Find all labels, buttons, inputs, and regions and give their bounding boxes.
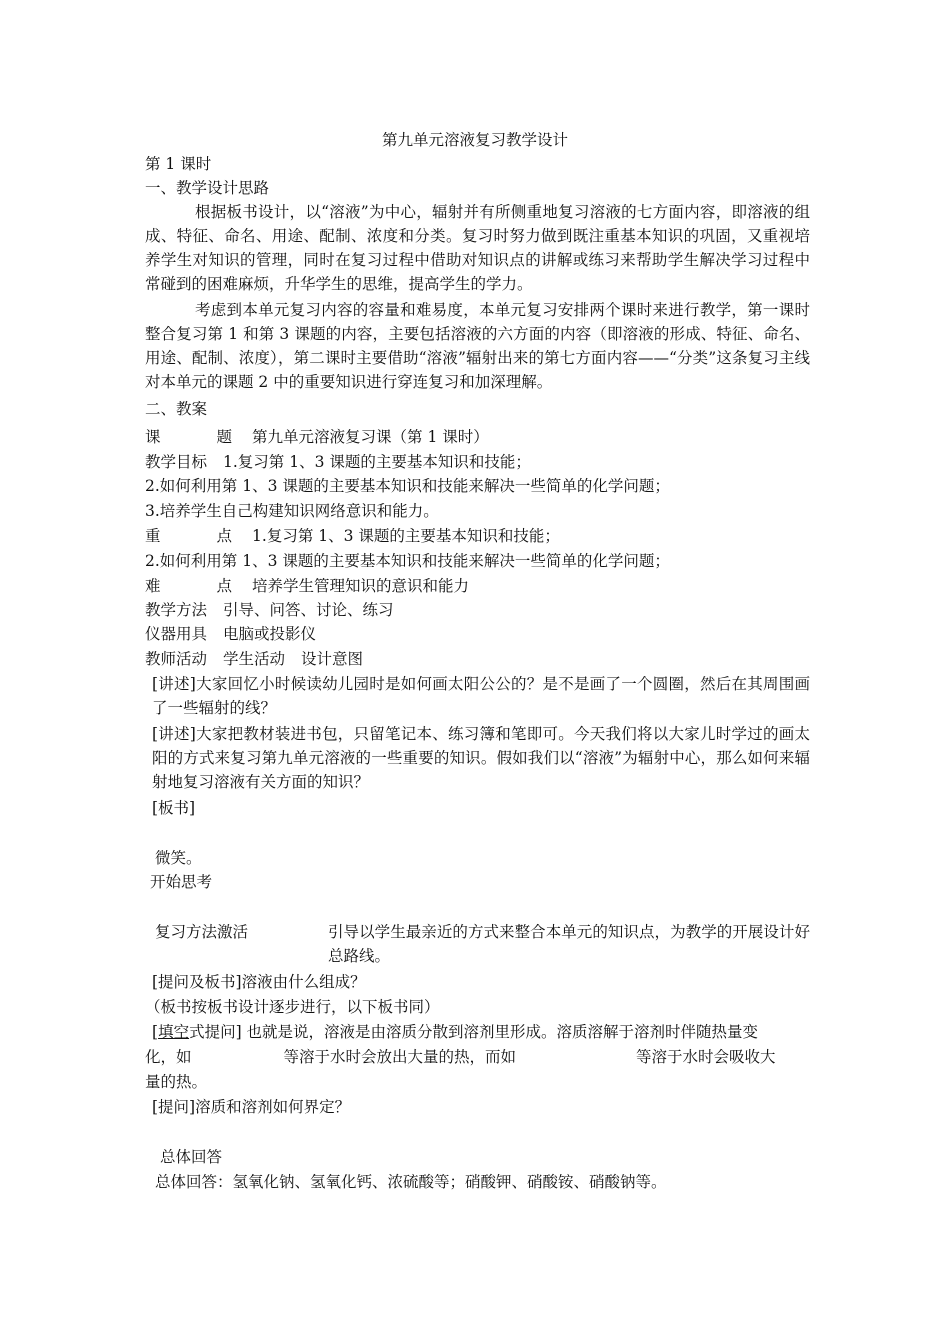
ask-2: [提问]溶质和溶剂如何界定？: [152, 1098, 351, 1116]
fill-seg-a: 化，如: [145, 1048, 192, 1066]
row-columns: [145, 647, 810, 671]
diff-label-b: 点: [216, 577, 233, 595]
paragraph-lesson-arrangement: 考虑到本单元复习内容的容量和难易度，本单元复习安排两个课时来进行教学，第一课时整合复习第 1 和第 3 课题的内容，主要包括溶液的六方面的内容（即溶液的形成、特征、命名、用途、配制、浓度），第二课时主要借助“溶液”辐射出来的第七方面内容——“分类”这条复习主线对本单元的课题 2 中的重要知识进行穿连复习和加深理解。: [145, 301, 810, 391]
fill-seg-b: 等溶于水时会放出大量的热，而如: [283, 1048, 517, 1066]
student-think: 开始思考: [150, 873, 213, 891]
difficulty-value: 培养学生管理知识的意识和能力: [252, 577, 470, 595]
fill-question-line-3: 量的热。: [145, 1073, 208, 1091]
answer-full: 总体回答：氢氧化钠、氢氧化钙、浓硫酸等；硝酸钾、硝酸铵、硝酸钠等。: [155, 1173, 667, 1191]
row-method: [145, 598, 810, 622]
fill-rest: 式提问] 也就是说，溶液是由溶质分散到溶剂里形成。溶质溶解于溶剂时伴随热量变: [189, 1023, 759, 1041]
diff-label-a: 难: [145, 577, 161, 595]
tools-value: 电脑或投影仪: [223, 625, 317, 643]
section-heading-2: 二、教案: [145, 400, 208, 418]
board-label: [板书]: [152, 799, 196, 817]
goals-label: 教学目标: [145, 453, 208, 471]
goal-2: 2.如何利用第 1、3 课题的主要基本知识和技能来解决一些简单的化学问题；: [145, 477, 670, 495]
topic-value: 第九单元溶液复习课（第 1 课时）: [252, 428, 489, 446]
col-student: 学生活动: [223, 650, 286, 668]
board-note: （板书按板书设计逐步进行，以下板书同）: [145, 998, 440, 1016]
method-value: 引导、问答、讨论、练习: [223, 601, 394, 619]
ask-board-1: [提问及板书]溶液由什么组成？: [152, 973, 366, 991]
tools-label: 仪器用具: [145, 625, 208, 643]
row-key-points: [145, 524, 810, 548]
fill-question-line-1: [152, 1020, 817, 1044]
row-goals: [145, 450, 810, 474]
design-intent-line: 引导以学生最亲近的方式来整合本单元的知识点，为教学的开展设计好总路线。: [328, 923, 810, 965]
col-teacher: 教师活动: [145, 650, 208, 668]
goal-3: 3.培养学生自己构建知识网络意识和能力。: [145, 502, 439, 520]
key-point-1: 1.复习第 1、3 课题的主要基本知识和技能；: [252, 527, 560, 545]
fill-underlined: 填空: [158, 1023, 190, 1041]
topic-label-b: 题: [216, 428, 233, 446]
design-intent-text: [328, 920, 810, 968]
review-activation: 复习方法激活: [155, 923, 249, 941]
goal-1: 1.复习第 1、3 课题的主要基本知识和技能；: [223, 453, 531, 471]
lesson-label: 第 1 课时: [145, 155, 212, 173]
key-label-a: 重: [145, 527, 161, 545]
bracket-open: [: [152, 1023, 159, 1041]
method-label: 教学方法: [145, 601, 208, 619]
topic-label-a: 课: [145, 428, 161, 446]
answer-heading: 总体回答: [160, 1148, 223, 1166]
row-topic: [145, 425, 810, 449]
doc-title: 第九单元溶液复习教学设计: [381, 131, 568, 149]
fill-question-line-2: [145, 1045, 810, 1069]
section-heading-1: 一、教学设计思路: [145, 179, 270, 197]
talk-1: [讲述]大家回忆小时候读幼儿园时是如何画太阳公公的？是不是画了一个圆圈，然后在其周围画了一些辐射的线？: [152, 675, 810, 717]
row-tools: [145, 622, 810, 646]
col-intent: 设计意图: [301, 650, 364, 668]
paragraph-design-idea: 根据板书设计，以“溶液”为中心，辐射并有所侧重地复习溶液的七方面内容，即溶液的组成、特征、命名、用途、配制、浓度和分类。复习时努力做到既注重基本知识的巩固，又重视培养学生对知识的管理，同时在复习过程中借助对知识点的讲解或练习来帮助学生解决学习过程中常碰到的困难麻烦，升华学生的思维，提高学生的学力。: [145, 203, 810, 293]
fill-seg-c: 等溶于水时会吸收大: [636, 1048, 776, 1066]
talk-2: [讲述]大家把教材装进书包，只留笔记本、练习簿和笔即可。今天我们将以大家儿时学过的画太阳的方式来复习第九单元溶液的一些重要的知识。假如我们以“溶液”为辐射中心，那么如何来辐射地复习溶液有关方面的知识？: [152, 725, 810, 791]
row-difficulty: [145, 574, 810, 598]
key-point-2: 2.如何利用第 1、3 课题的主要基本知识和技能来解决一些简单的化学问题；: [145, 552, 670, 570]
student-smile: 微笑。: [155, 849, 202, 867]
key-label-b: 点: [216, 527, 233, 545]
